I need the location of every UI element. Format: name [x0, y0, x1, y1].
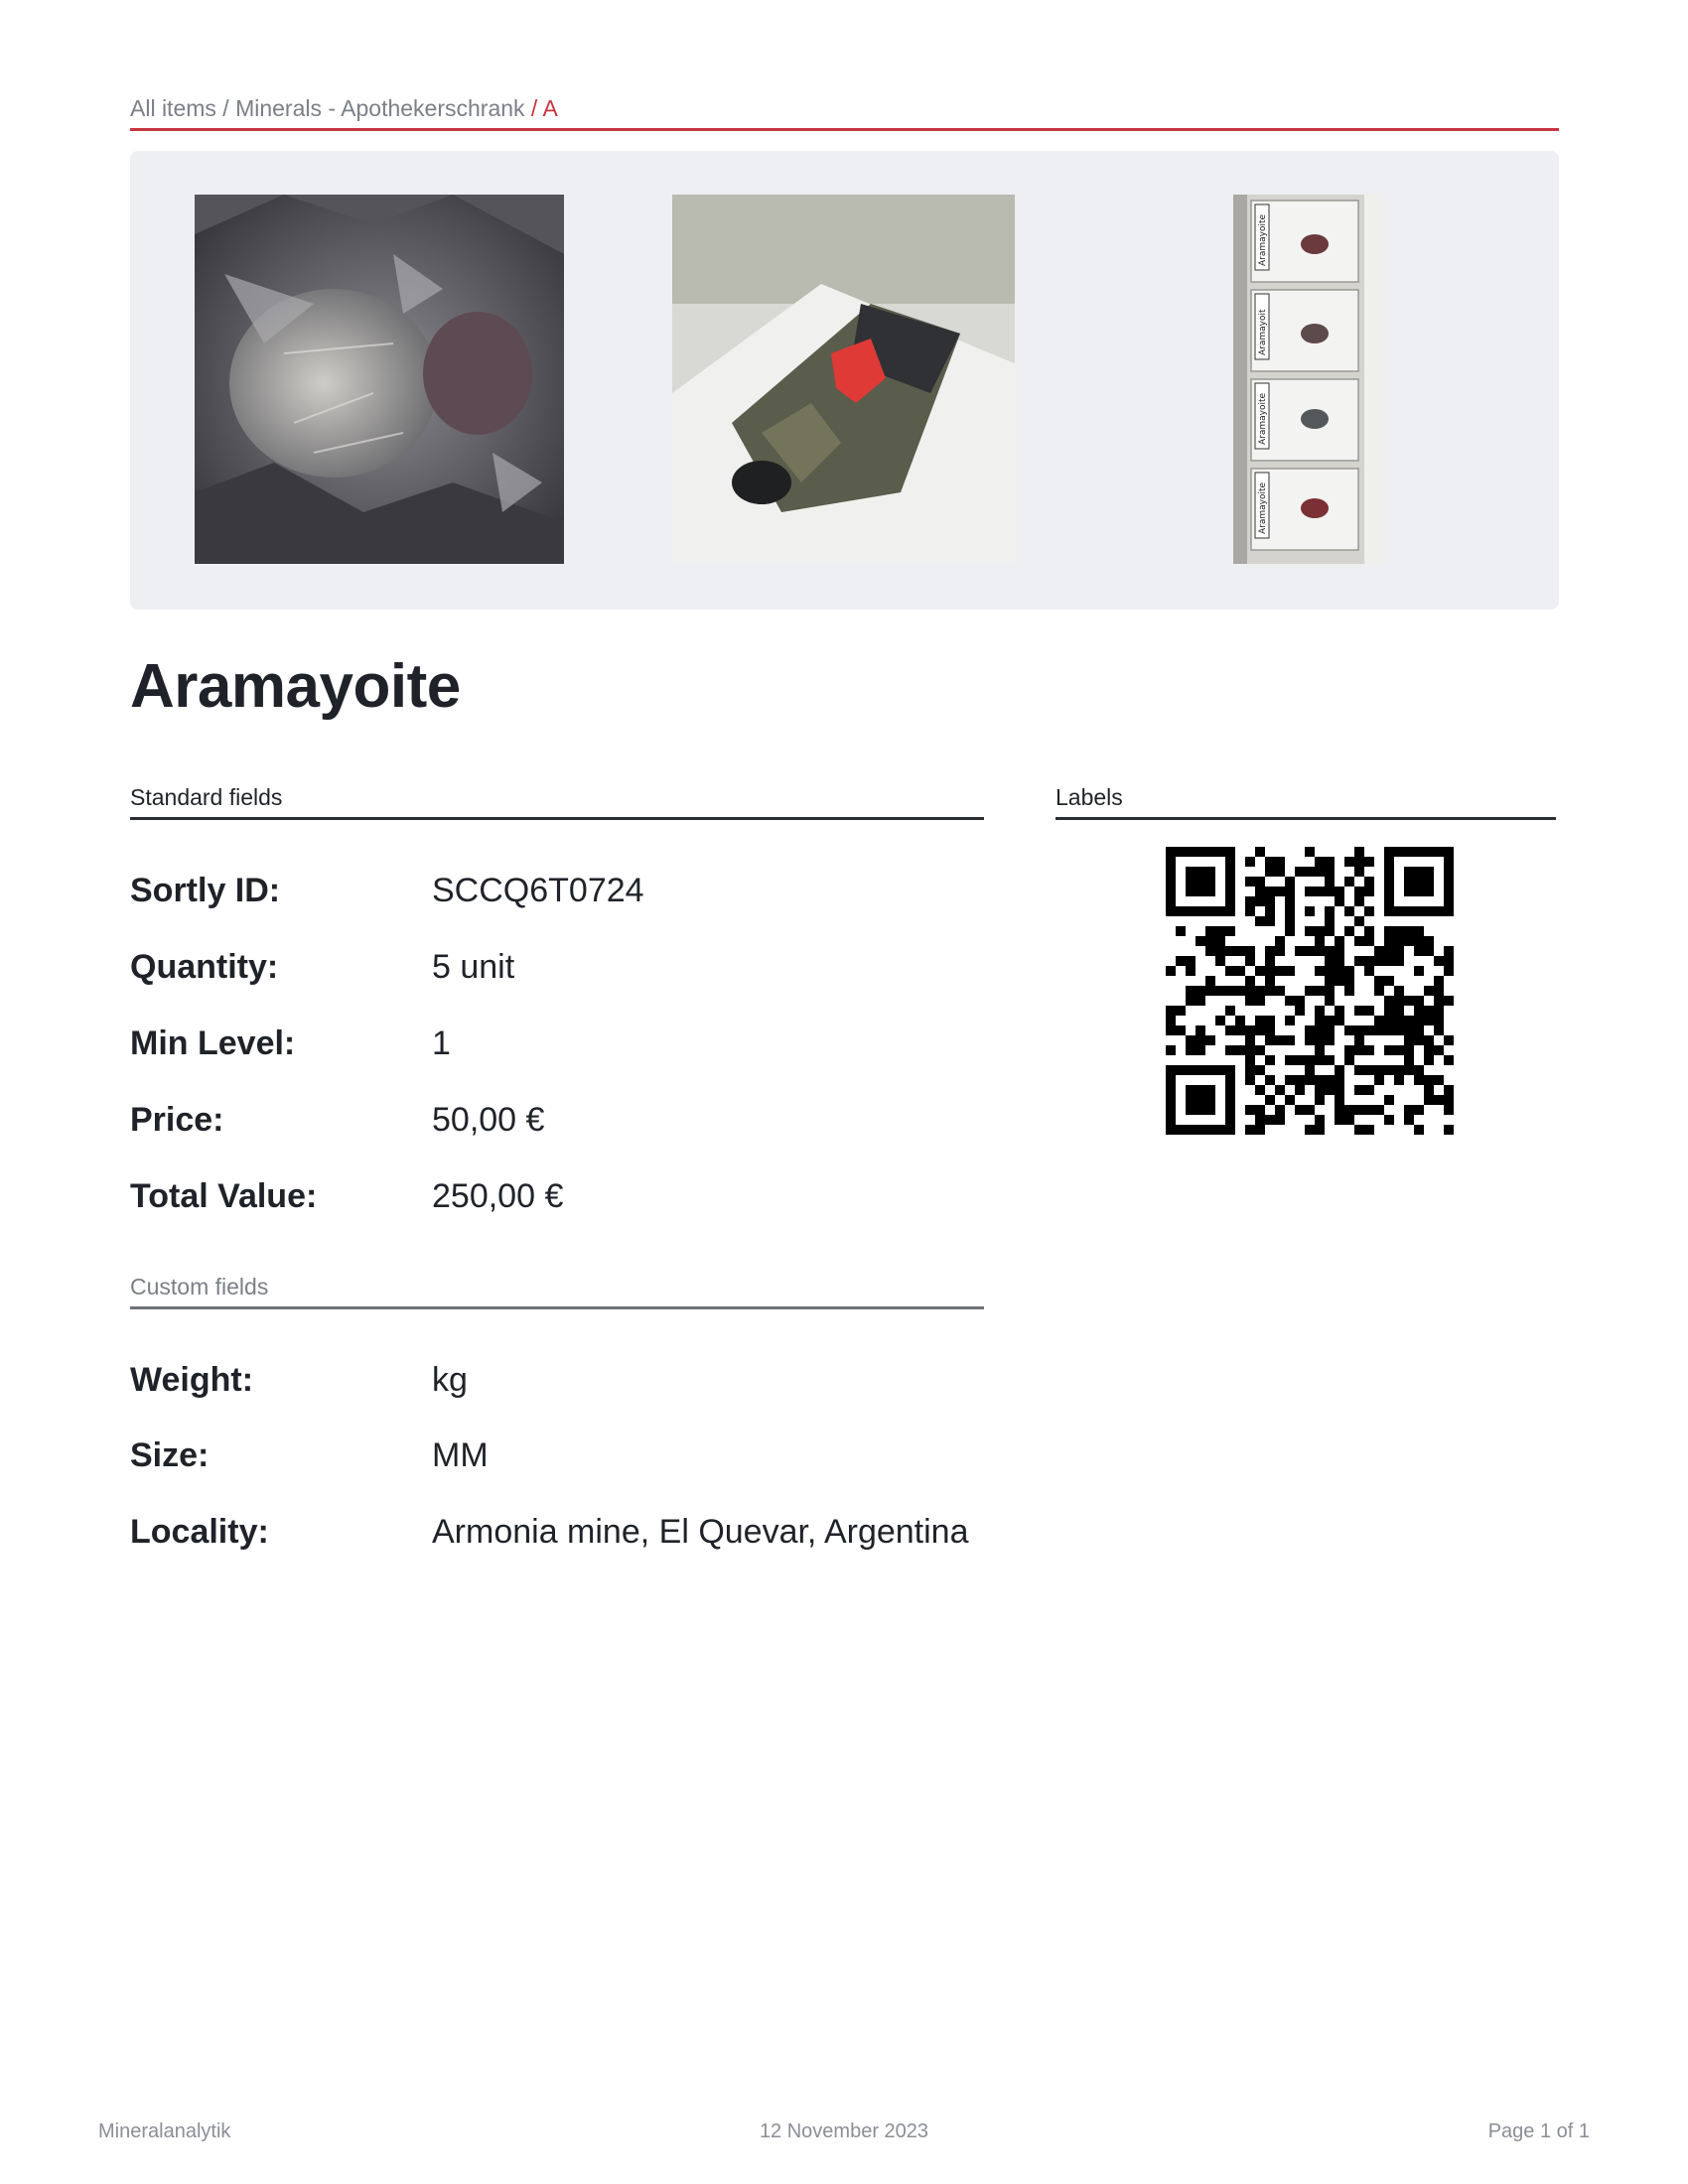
- drawer-label-2: Aramayoit: [1258, 309, 1268, 355]
- breadcrumb-item-all-items[interactable]: All items: [130, 95, 216, 121]
- drawer-label-4: Aramayoite: [1258, 481, 1268, 534]
- breadcrumb: [130, 95, 1559, 131]
- footer-company: Mineralanalytik: [98, 2120, 231, 2142]
- field-label: Quantity:: [130, 948, 279, 986]
- field-label: Price:: [130, 1101, 224, 1139]
- item-title: Aramayoite: [130, 652, 461, 721]
- specimen-closeup-photo[interactable]: [195, 195, 564, 564]
- field-label: Total Value:: [130, 1177, 318, 1215]
- drawer-storage-photo[interactable]: [1233, 195, 1384, 564]
- footer-date: 12 November 2023: [759, 2120, 929, 2142]
- field-value: 5 unit: [432, 948, 515, 986]
- drawer-label-3: Aramayoite: [1258, 392, 1268, 445]
- photo-gallery: [130, 151, 1559, 610]
- field-label: Weight:: [130, 1361, 254, 1399]
- field-label: Sortly ID:: [130, 872, 281, 909]
- breadcrumb-separator-active: /: [524, 95, 543, 121]
- labels-heading: Labels: [1055, 784, 1556, 820]
- field-value: 1: [432, 1024, 451, 1062]
- field-value: 50,00 €: [432, 1101, 545, 1139]
- field-value: Armonia mine, El Quevar, Argentina: [432, 1513, 969, 1551]
- breadcrumb-item-folder[interactable]: Minerals - Apothekerschrank: [235, 95, 525, 121]
- field-value: SCCQ6T0724: [432, 872, 644, 909]
- drawer-label-1: Aramayoite: [1258, 213, 1268, 266]
- field-label: Min Level:: [130, 1024, 296, 1062]
- field-value: MM: [432, 1436, 489, 1474]
- standard-fields-heading: Standard fields: [130, 784, 984, 820]
- field-label: Locality:: [130, 1513, 269, 1551]
- qr-code-icon: [1166, 847, 1454, 1135]
- field-value: kg: [432, 1361, 468, 1399]
- field-label: Size:: [130, 1436, 210, 1474]
- specimen-in-box-photo[interactable]: [672, 195, 1015, 564]
- custom-fields-heading: Custom fields: [130, 1274, 984, 1309]
- footer-page-number: Page 1 of 1: [1487, 2120, 1590, 2142]
- field-value: 250,00 €: [432, 1177, 564, 1215]
- breadcrumb-current: A: [542, 95, 558, 121]
- breadcrumb-separator: /: [215, 95, 236, 121]
